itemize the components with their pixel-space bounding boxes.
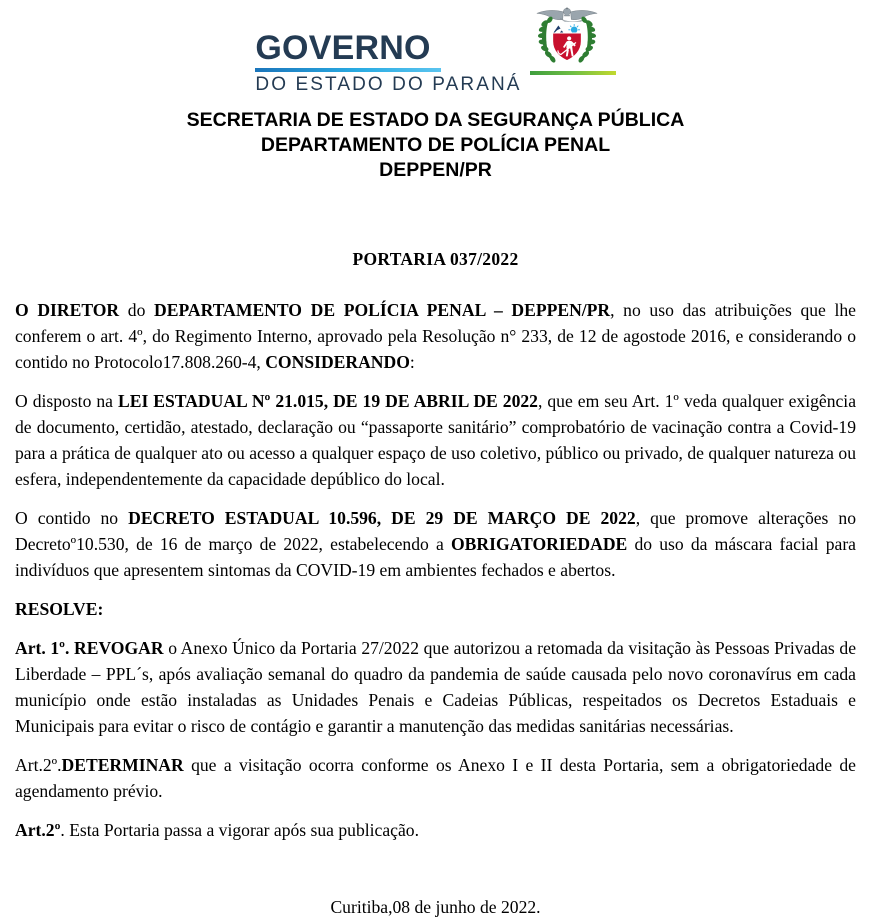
art2b-rest: . Esta Portaria passa a vigorar após sua publicação.: [60, 820, 419, 840]
paragraph-diretor: [15, 297, 856, 375]
diretor-bold: O DIRETOR: [15, 300, 120, 320]
considerando-colon: :: [409, 352, 415, 372]
paragraph-lei-estadual: [15, 388, 856, 492]
lei-rest: , que em seu Art. 1º veda qualquer exigência de documento, certidão, atestado, declaração ou “passaporte sanitário” comprobatório de vacinação contra a Covid-19 para a prática de qualquer ato ou acesso a qualquer espaço de uso coletivo, público ou privado, de qualquer natureza ou esfera, independentemente da capacidade depúblico do local.: [15, 391, 857, 489]
art1-rest: o Anexo Único da Portaria 27/2022 que autorizou a retomada da visitação às Pessoas Privadas de Liberdade – PPL´s, após avaliação semanal do quadro da pandemia de saúde causada pelo novo coronavírus em cada município onde estão instaladas as Unidades Penais e Cadeias Públicas, respeitados os Decretos Estaduais e Municipais para evitar o risco de contágio e garantir a manutenção das medidas sanitárias necessárias.: [15, 638, 856, 736]
decreto-estadual-bold: DECRETO ESTADUAL 10.596, DE 29 DE MARÇO DE 2022: [128, 508, 636, 528]
departamento-bold: DEPARTAMENTO DE POLÍCIA PENAL – DEPPEN/PR: [154, 300, 611, 320]
lei-lead: O disposto na: [15, 391, 118, 411]
logo-green-rule: [530, 71, 616, 75]
organization-heading: [15, 108, 856, 183]
brasao-do-parana-icon: [530, 4, 604, 70]
lei-estadual-bold: LEI ESTADUAL Nº 21.015, DE 19 DE ABRIL DE 2022: [117, 391, 538, 411]
document-body: [15, 270, 856, 920]
art2a-rest: que a visitação ocorra conforme os Anexo I e II desta Portaria, sem a obrigatoriedade de agendamento prévio.: [15, 755, 856, 801]
document-title: PORTARIA 037/2022: [352, 249, 519, 269]
decreto-lead: O contido no: [15, 508, 129, 528]
determinar-bold: DETERMINAR: [61, 755, 184, 775]
resolve-heading: RESOLVE:: [15, 599, 104, 619]
diretor-do: do: [119, 300, 155, 320]
heading-line-secretaria: SECRETARIA DE ESTADO DA SEGURANÇA PÚBLICA: [186, 109, 685, 131]
paragraph-decreto-estadual: [15, 505, 856, 583]
paragraph-artigo-1: [15, 635, 856, 739]
paragraph-artigo-2-determinar: [15, 752, 856, 804]
diretor-rest: , no uso das atribuições que lhe conferem o art. 4º, do Regimento Interno, aprovado pela Resolução n° 233, de 12 de agostode 2016, e considerando o contido no Protocolo17.808.260-4,: [15, 300, 856, 372]
logo-estado-text: DO ESTADO DO PARANÁ: [255, 74, 522, 96]
logo-governo-text: GOVERNO: [255, 29, 431, 67]
emblem-column: [530, 4, 616, 75]
decreto-mid: , que promove alterações no Decretoº10.530, de 16 de março de 2022, estabelecendo a: [15, 508, 856, 554]
art2b-label-bold: Art.2º: [15, 820, 61, 840]
government-logo: [15, 0, 856, 96]
art2a-label: Art.2º.: [15, 755, 62, 775]
obrigatoriedade-bold: OBRIGATORIEDADE: [450, 534, 628, 554]
considerando-bold: CONSIDERANDO: [265, 352, 410, 372]
logo-blue-rule: [255, 68, 441, 72]
heading-line-deppen: DEPPEN/PR: [379, 159, 492, 181]
heading-line-departamento: DEPARTAMENTO DE POLÍCIA PENAL: [260, 134, 611, 156]
logo-wordmark: [255, 4, 521, 94]
closing-place-date: Curitiba,08 de junho de 2022.: [330, 897, 541, 917]
decreto-rest: do uso da máscara facial para indivíduos que apresentem sintomas da COVID-19 em ambientes fechados e abertos.: [15, 534, 856, 580]
paragraph-artigo-2-vigencia: [15, 817, 856, 843]
art1-bold: Art. 1º. REVOGAR: [15, 638, 164, 658]
